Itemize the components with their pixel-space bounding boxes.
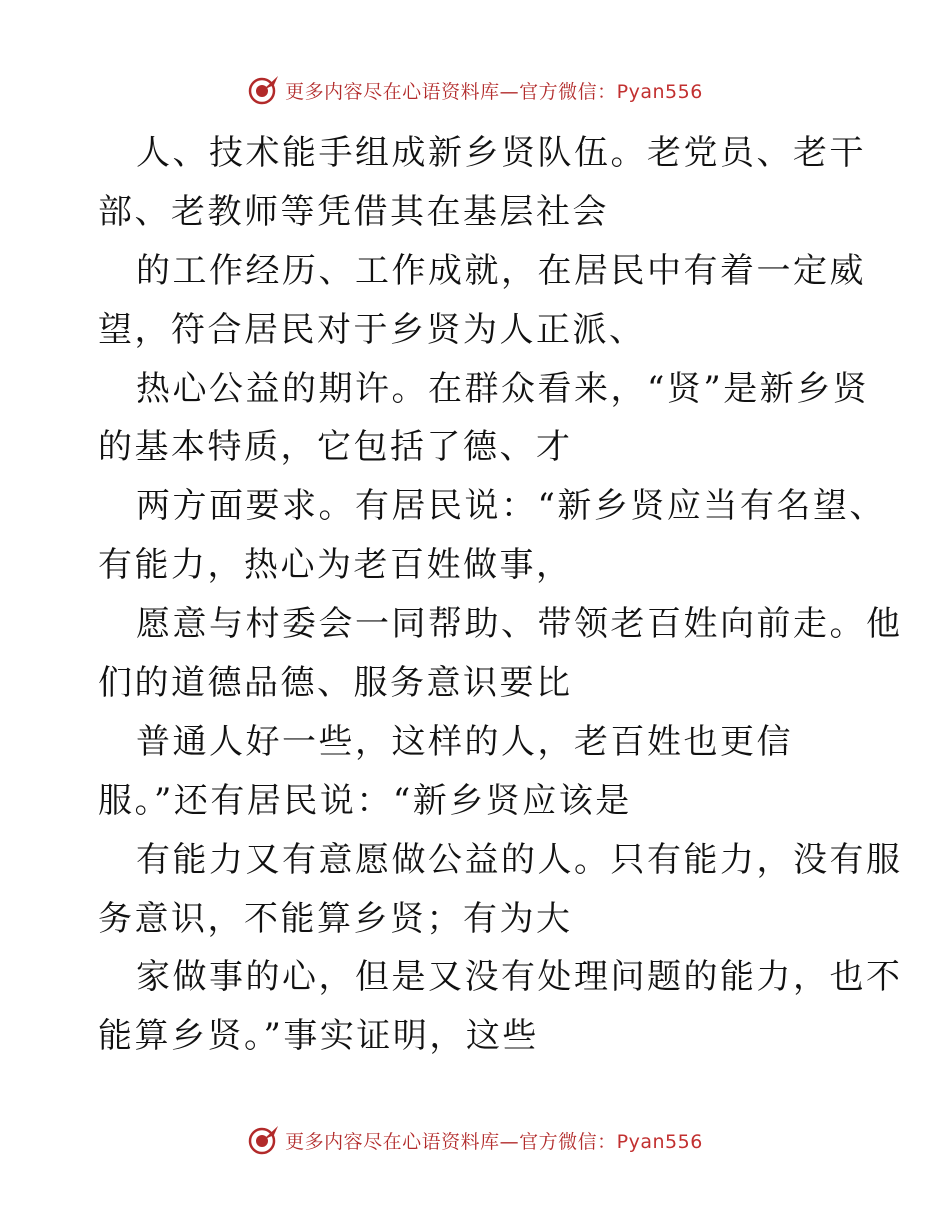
text-line: 人、技术能手组成新乡贤队伍。老党员、老干 <box>136 133 866 173</box>
wechat-id: Pyan556 <box>616 80 703 103</box>
text-line: 普通人好一些，这样的人，老百姓也更信 <box>136 721 793 762</box>
text-line: 服。”还有居民说：“新乡贤应该是 <box>98 780 632 821</box>
footer-banner <box>0 1120 950 1160</box>
quill-pen-circle-icon <box>247 1123 281 1157</box>
text-line: 有能力，热心为老百姓做事， <box>98 545 573 586</box>
text-line: 部、老教师等凭借其在基层社会 <box>98 191 609 232</box>
text-line: 的工作经历、工作成就，在居民中有着一定威 <box>136 250 866 291</box>
banner-text: 更多内容尽在心语资料库—官方微信：Pyan556 <box>285 1130 703 1153</box>
document-body <box>98 124 903 1066</box>
header-banner <box>0 70 950 110</box>
text-line: 务意识，不能算乡贤；有为大 <box>98 898 573 939</box>
text-line: 们的道德品德、服务意识要比 <box>98 663 573 704</box>
text-line: 望，符合居民对于乡贤为人正派、 <box>98 309 646 350</box>
text-line: 两方面要求。有居民说：“新乡贤应当有名望、 <box>136 486 886 527</box>
banner-text: 更多内容尽在心语资料库—官方微信：Pyan556 <box>285 80 703 103</box>
text-line: 家做事的心，但是又没有处理问题的能力，也不 <box>136 957 903 998</box>
text-line: 的基本特质，它包括了德、才 <box>98 427 573 468</box>
text-line: 有能力又有意愿做公益的人。只有能力，没有服 <box>136 839 903 880</box>
text-line: 愿意与村委会一同帮助、带领老百姓向前走。他 <box>136 604 903 645</box>
text-line: 热心公益的期许。在群众看来，“贤”是新乡贤 <box>136 368 870 409</box>
quill-pen-circle-icon <box>247 73 281 107</box>
text-line: 能算乡贤。”事实证明，这些 <box>98 1016 539 1057</box>
wechat-id: Pyan556 <box>616 1130 703 1153</box>
